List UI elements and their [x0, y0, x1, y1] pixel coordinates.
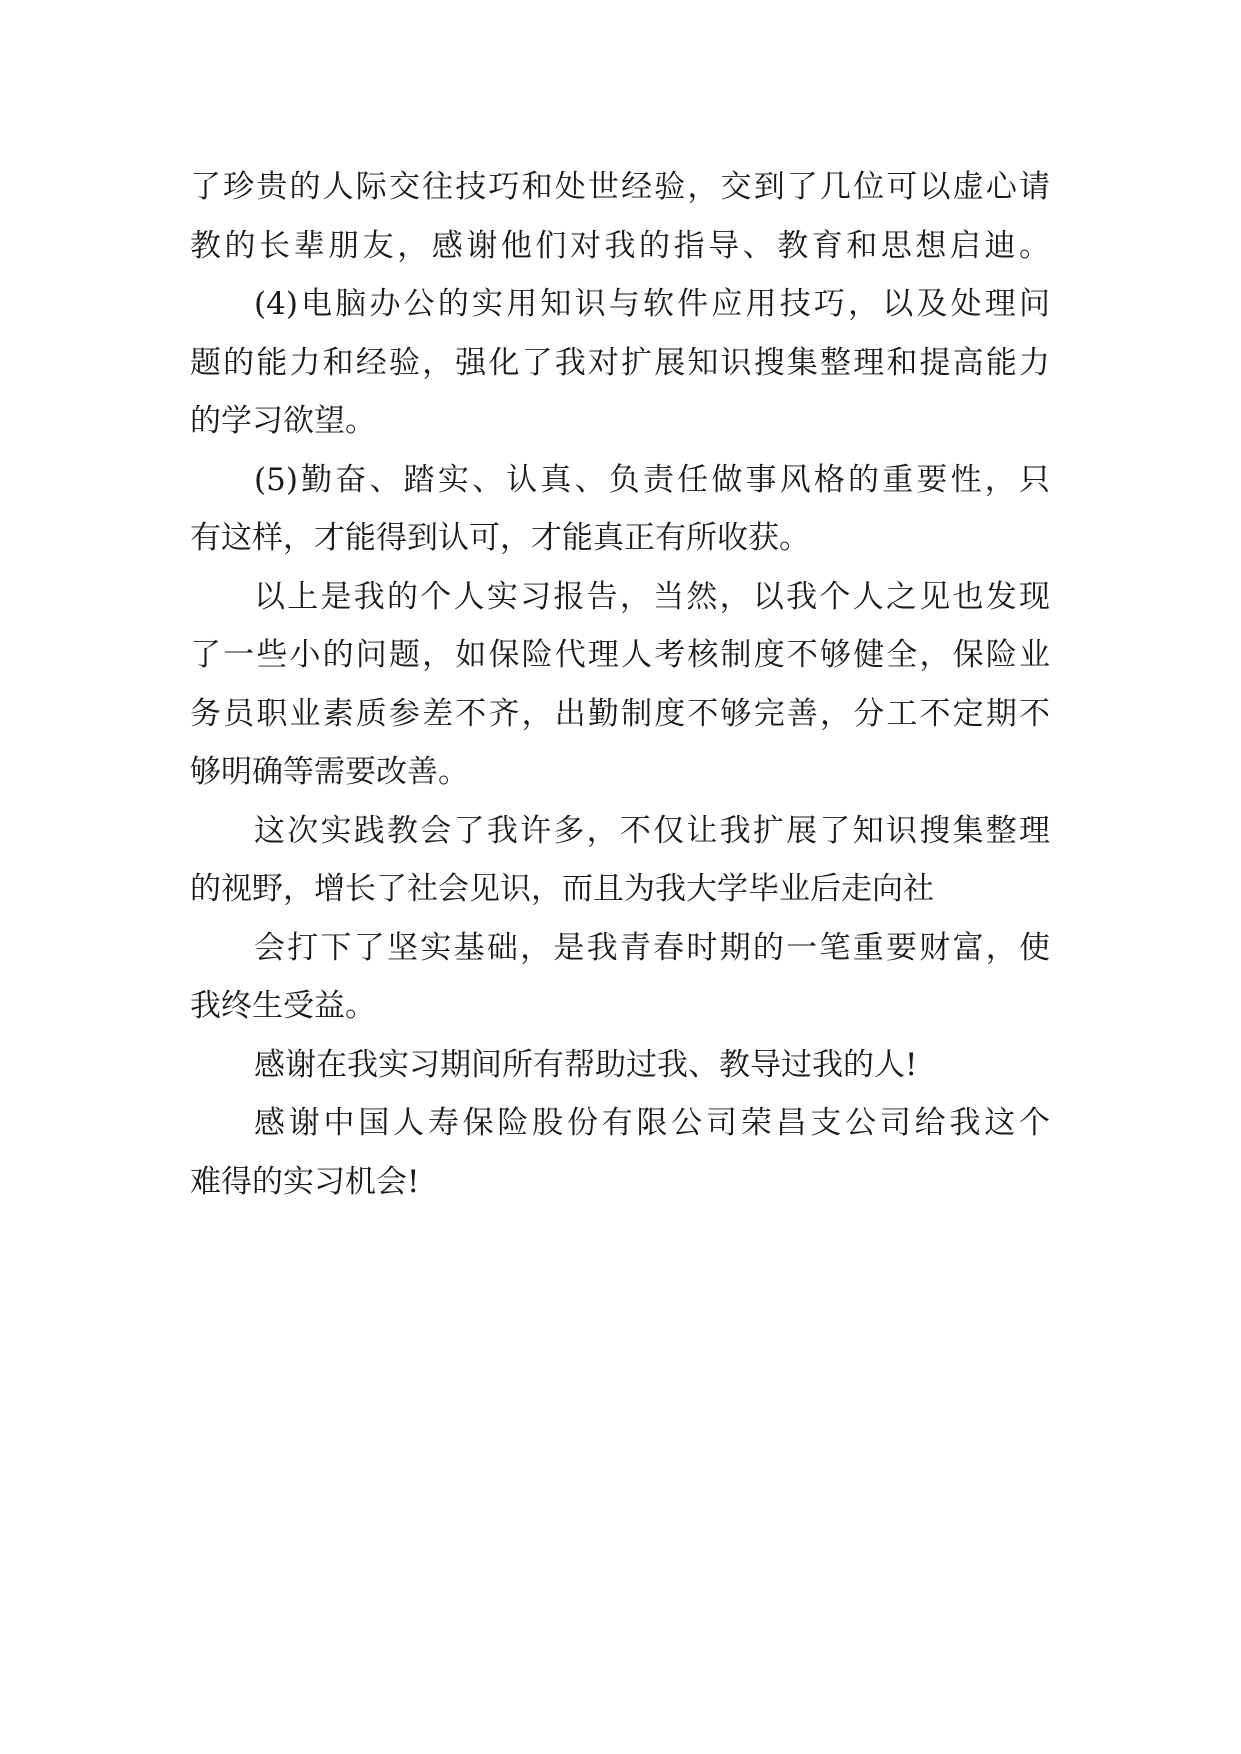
text-line: 的视野，增长了社会见识，而且为我大学毕业后走向社: [190, 871, 934, 907]
text-line: 的学习欲望。: [190, 403, 376, 439]
text-line: 我终生受益。: [190, 988, 376, 1024]
text-line: 以上是我的个人实习报告，当然，以我个人之见也发现: [254, 578, 1050, 615]
text-line: 有这样，才能得到认可，才能真正有所收获。: [190, 520, 810, 556]
text-line: 难得的实习机会!: [190, 1163, 420, 1200]
body-text: [190, 158, 1050, 1211]
text-line: 题的能力和经验，强化了我对扩展知识搜集整理和提高能力: [190, 344, 1050, 381]
text-line: 务员职业素质参差不齐，出勤制度不够完善，分工不定期不: [190, 695, 1050, 732]
text-line: 教的长辈朋友，感谢他们对我的指导、教育和思想启迪。: [190, 227, 1050, 264]
text-line: 了珍贵的人际交往技巧和处世经验，交到了几位可以虚心请: [190, 169, 1050, 205]
text-line: (4)电脑办公的实用知识与软件应用技巧，以及处理问: [254, 286, 1050, 322]
text-line: (5)勤奋、踏实、认真、负责任做事风格的重要性，只: [254, 461, 1050, 498]
text-line: 会打下了坚实基础，是我青春时期的一笔重要财富，使: [254, 929, 1050, 966]
text-line: 了一些小的问题，如保险代理人考核制度不够健全，保险业: [190, 637, 1050, 673]
text-line: 感谢中国人寿保险股份有限公司荣昌支公司给我这个: [254, 1105, 1050, 1141]
text-line: 这次实践教会了我许多，不仅让我扩展了知识搜集整理: [254, 812, 1050, 849]
text-line: 感谢在我实习期间所有帮助过我、教导过我的人!: [254, 1046, 918, 1083]
text-line: 够明确等需要改善。: [190, 754, 469, 790]
